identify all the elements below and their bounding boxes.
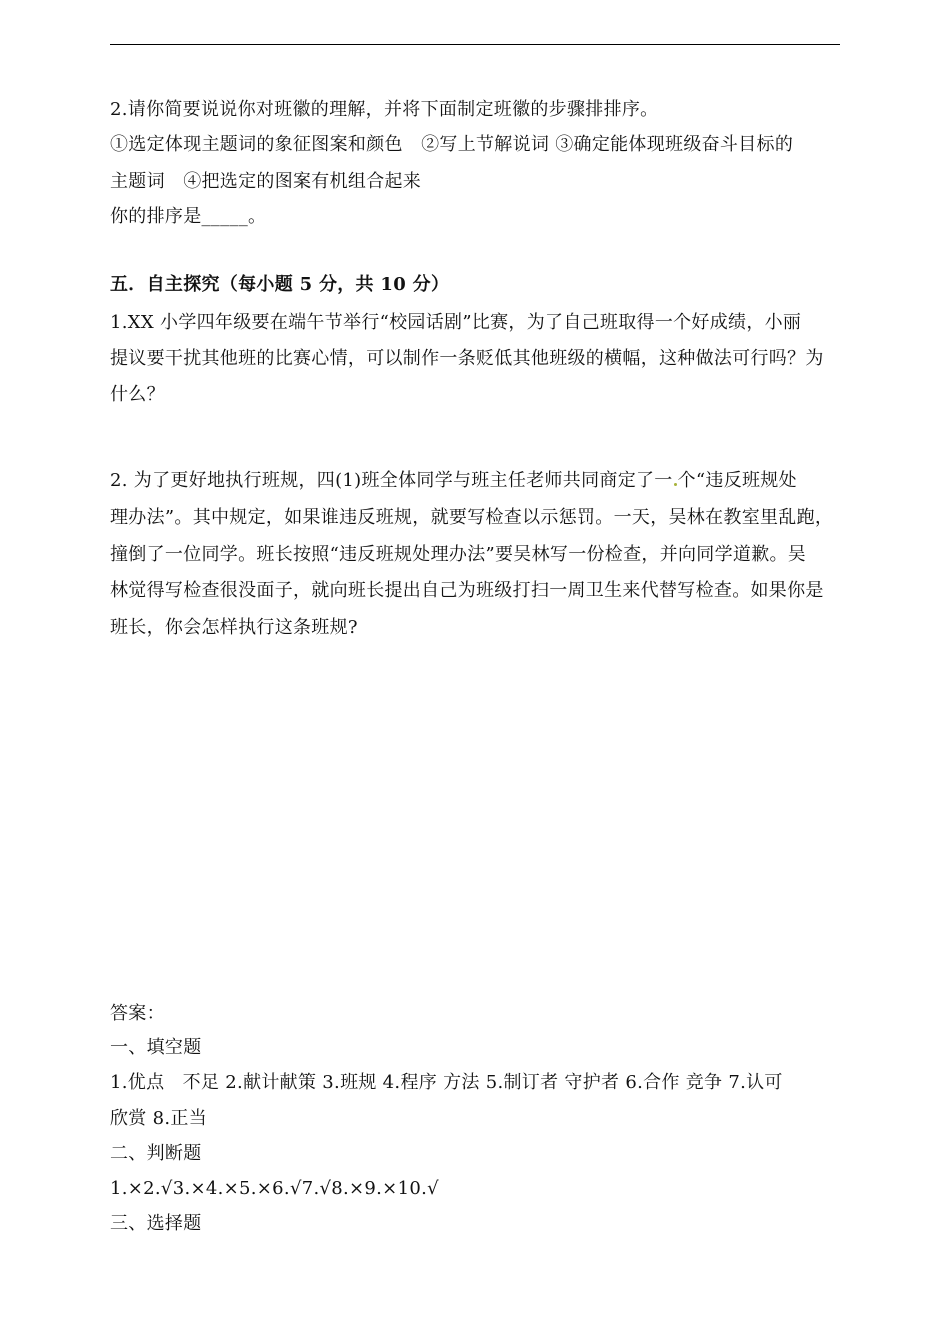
section-5-heading: 五．自主探究（每小题 5 分，共 10 分） — [110, 274, 450, 295]
header-rule — [110, 44, 840, 45]
stray-dot-mark — [674, 483, 677, 486]
section-5-q2-line-5: 班长，你会怎样执行这条班规? — [110, 617, 358, 638]
section-5-q2-line-4: 林觉得写检查很没面子，就向班长提出自己为班级打扫一周卫生来代替写检查。如果你是 — [110, 580, 824, 601]
question-2-options-line-1: ①选定体现主题词的象征图案和颜色 ②写上节解说词 ③确定能体现班级奋斗目标的 — [110, 134, 794, 155]
answers-part-1-title: 一、填空题 — [110, 1037, 202, 1058]
section-5-q1-line-1: 1.XX 小学四年级要在端午节举行“校园话剧”比赛，为了自己班取得一个好成绩，小丽 — [110, 312, 802, 333]
section-5-q1-line-3: 什么？ — [110, 384, 165, 405]
section-5-q1-line-2: 提议要干扰其他班的比赛心情，可以制作一条贬低其他班级的横幅，这种做法可行吗？为 — [110, 348, 824, 369]
section-5-q2-line-2: 理办法”。其中规定，如果谁违反班规，就要写检查以示惩罚。一天，吴林在教室里乱跑， — [110, 507, 834, 528]
question-2-text: 2.请你简要说说你对班徽的理解，并将下面制定班徽的步骤排排序。 — [110, 99, 659, 120]
answers-part-2-title: 二、判断题 — [110, 1143, 202, 1164]
section-5-q2-line-1-part-a: 2. 为了更好地执行班规，四(1)班全体同学与班主任老师共同商定了一 — [110, 470, 673, 491]
question-2-answer-prompt: 你的排序是_____。 — [110, 206, 267, 227]
section-5-q2-line-1 — [110, 469, 842, 493]
question-2-options-line-2: 主题词 ④把选定的图案有机组合起来 — [110, 171, 422, 192]
section-5-q2-line-3: 撞倒了一位同学。班长按照“违反班规处理办法”要吴林写一份检查，并向同学道歉。吴 — [110, 544, 807, 565]
answers-part-3-title: 三、选择题 — [110, 1213, 202, 1234]
answers-part-1-line-2: 欣赏 8.正当 — [110, 1108, 207, 1129]
answers-title: 答案： — [110, 1003, 165, 1024]
answers-part-1-line-1: 1.优点 不足 2.献计献策 3.班规 4.程序 方法 5.制订者 守护者 6.合作 竞争 7.认可 — [110, 1072, 783, 1093]
section-5-q2-line-1-part-b: 个“违反班规处 — [677, 470, 797, 491]
answers-part-2-line-1: 1.×2.√3.×4.×5.×6.√7.√8.×9.×10.√ — [110, 1178, 439, 1199]
